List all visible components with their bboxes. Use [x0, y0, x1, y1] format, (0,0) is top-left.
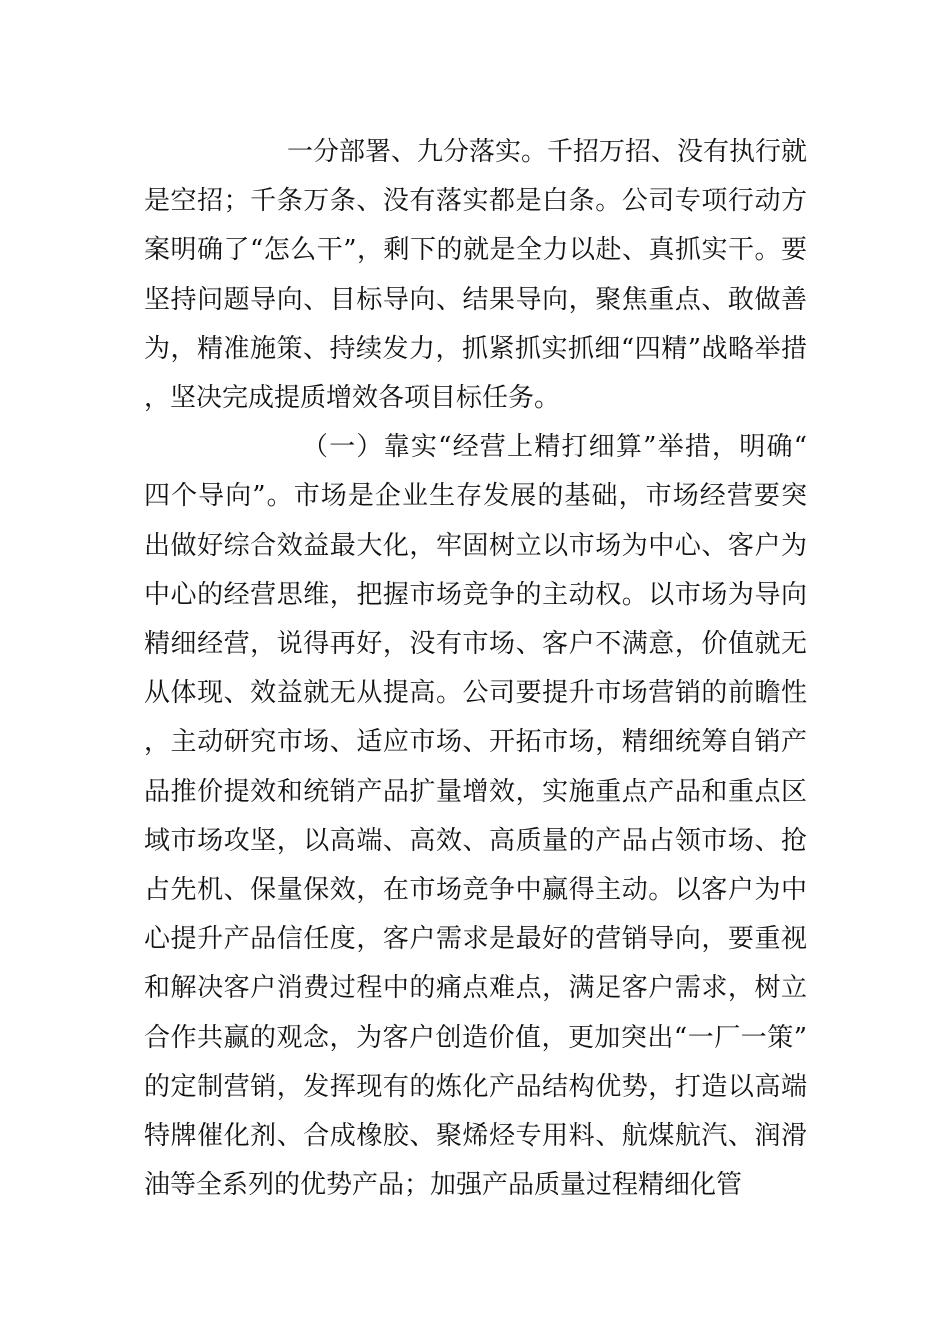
- paragraph-market-orientation: （一）靠实“经营上精打细算”举措，明确“四个导向”。市场是企业生存发展的基础，市场经营要突出做好综合效益最大化，牢固树立以市场为中心、客户为中心的经营思维，把握市场竞争的主动权。以市场为导向精细经营，说得再好，没有市场、客户不满意，价值就无从体现、效益就无从提高。公司要提升市场营销的前瞻性，主动研究市场、适应市场、开拓市场，精细统筹自销产品推价提效和统销产品扩量增效，实施重点产品和重点区域市场攻坚，以高端、高效、高质量的产品占领市场、抢占先机、保量保效，在市场竞争中赢得主动。以客户为中心提升产品信任度，客户需求是最好的营销导向，要重视和解决客户消费过程中的痛点难点，满足客户需求，树立合作共赢的观念，为客户创造价值，更加突出“一厂一策”的定制营销，发挥现有的炼化产品结构优势，打造以高端特牌催化剂、合成橡胶、聚烯烃专用料、航煤航汽、润滑油等全系列的优势产品；加强产品质量过程精细化管: [144, 432, 807, 1201]
- paragraph-implementation: 一分部署、九分落实。千招万招、没有执行就是空招；千条万条、没有落实都是白条。公司专项行动方案明确了“怎么干”，剩下的就是全力以赴、真抓实干。要坚持问题导向、目标导向、结果导向，聚焦重点、敢做善为，精准施策、持续发力，抓紧抓实抓细“四精”战略举措，坚决完成提质增效各项目标任务。: [144, 137, 808, 414]
- document-body: [144, 128, 807, 1210]
